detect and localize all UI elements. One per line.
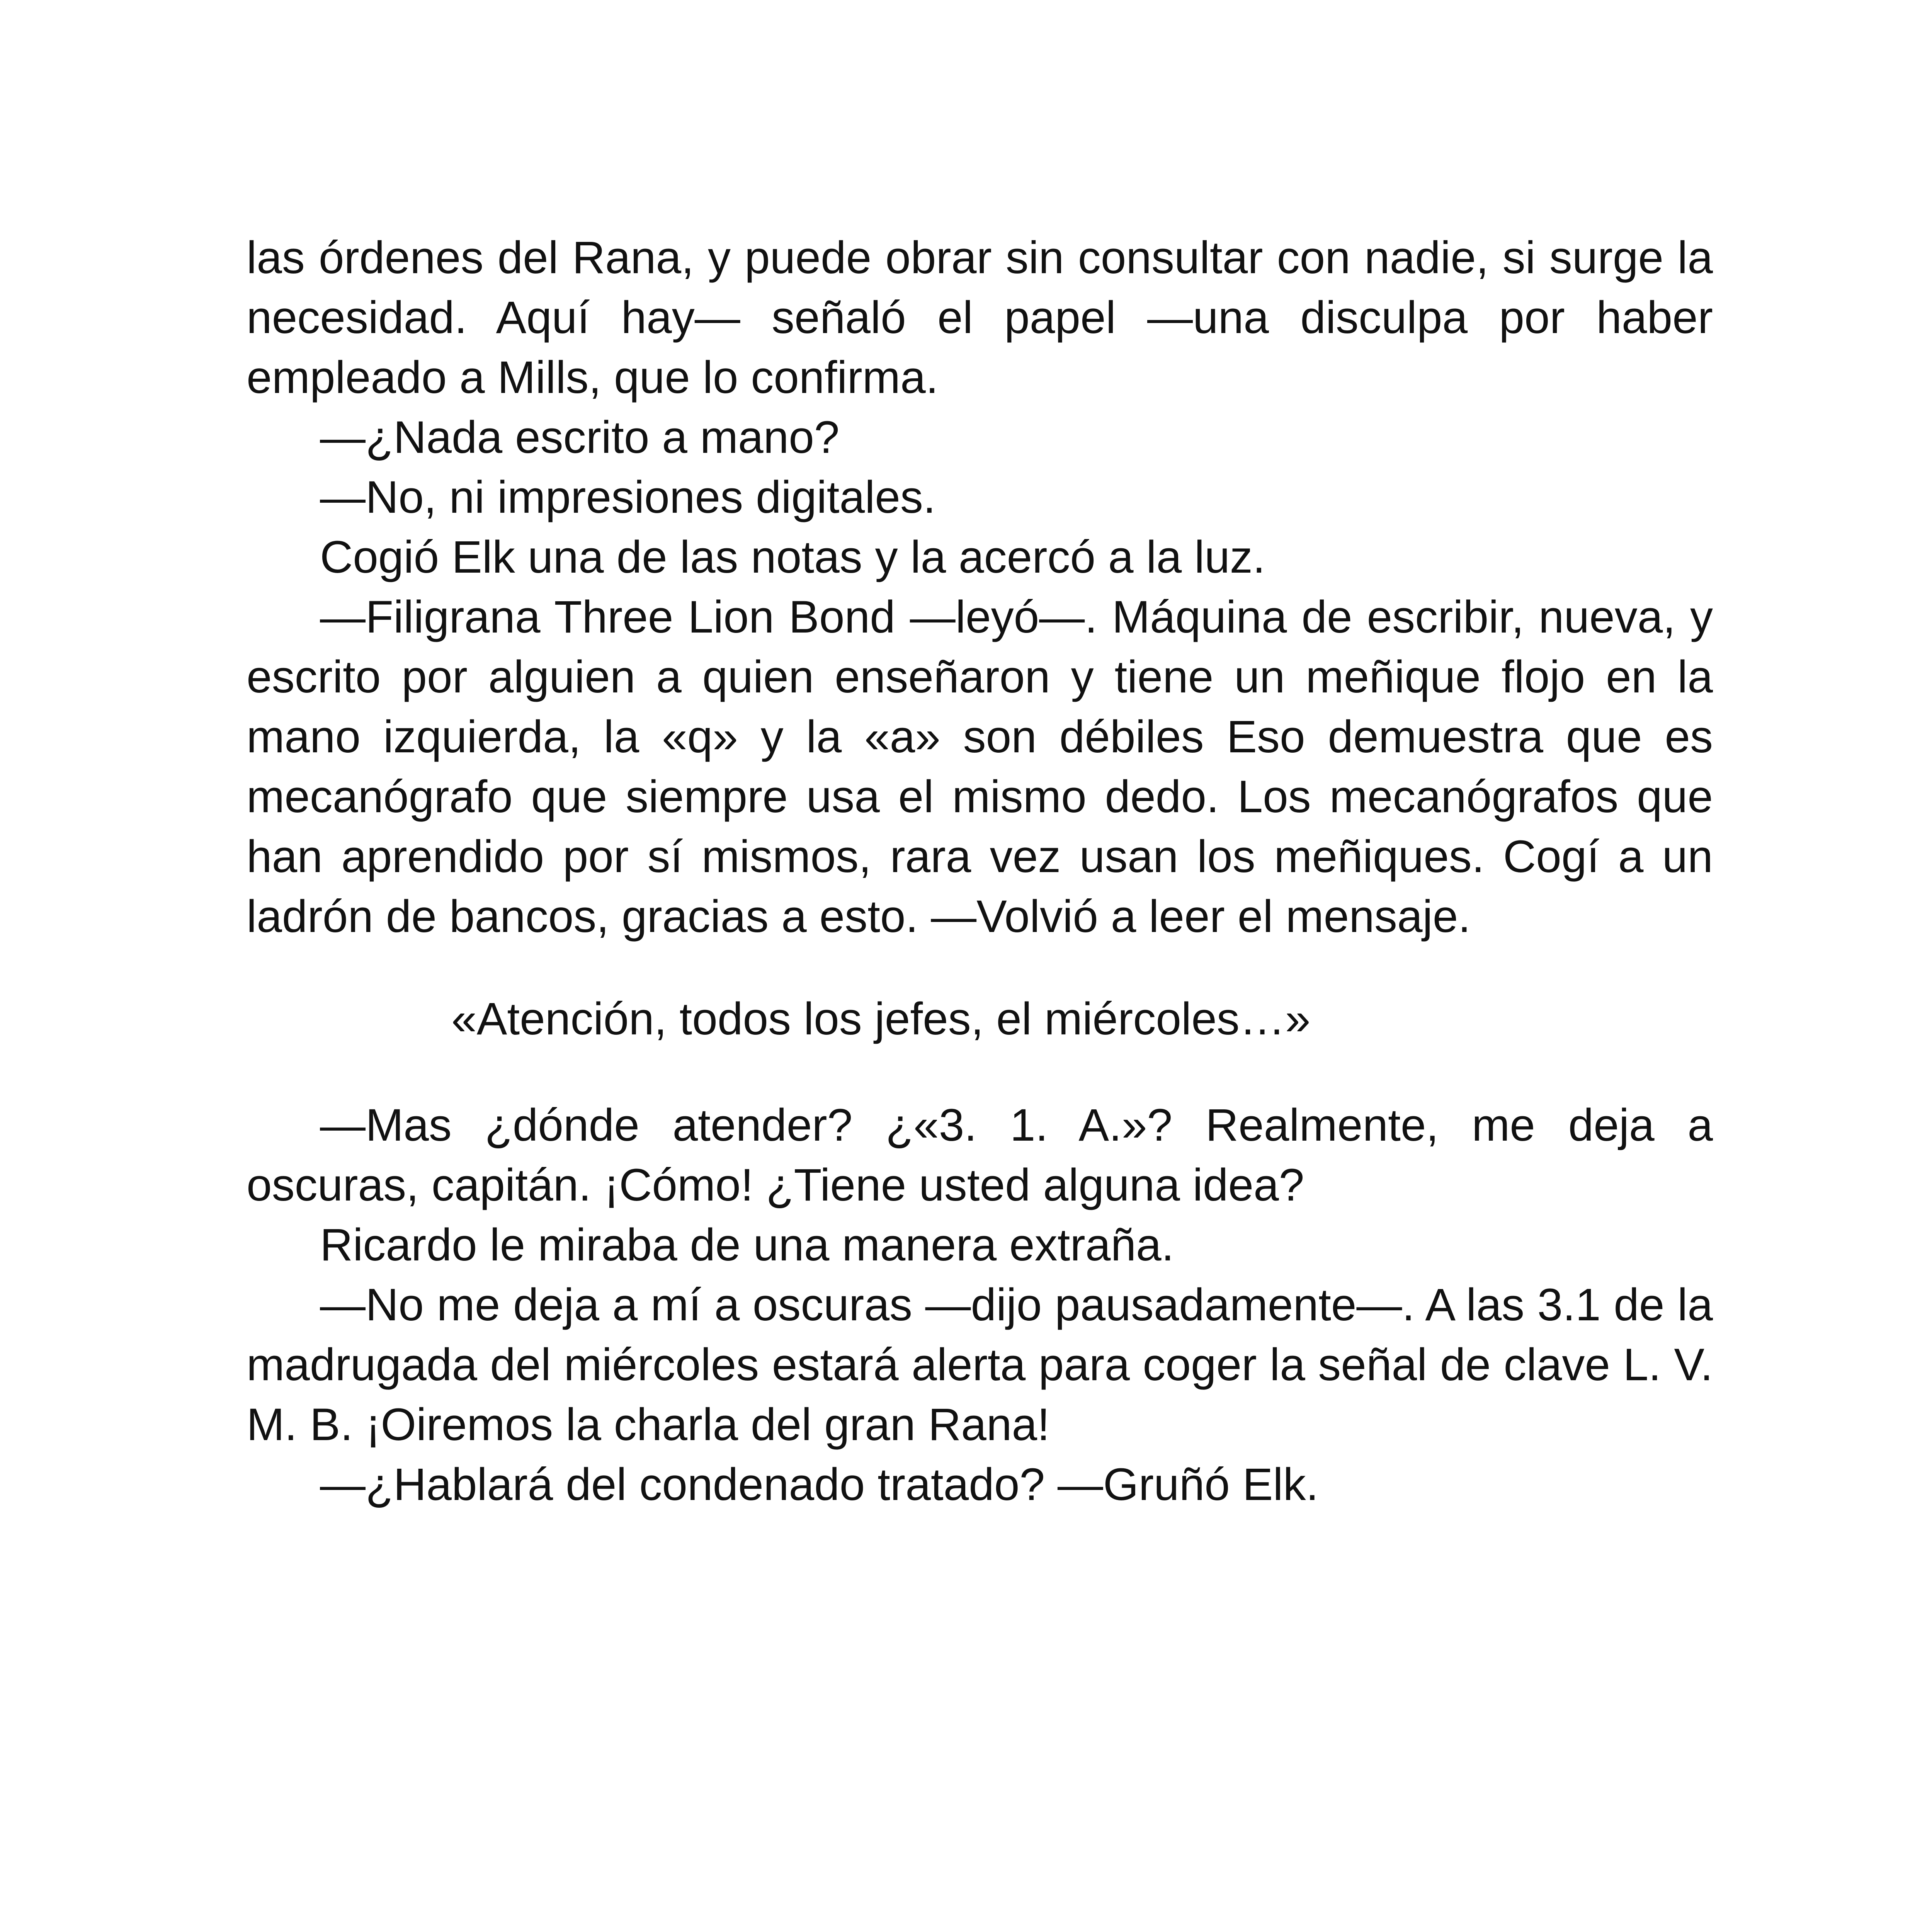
- paragraph-1: las órdenes del Rana, y puede obrar sin consultar con nadie, si surge la necesidad. Aquí hay— señaló el papel —una disculpa por haber empleado a Mills, que lo confirma.: [247, 232, 1713, 403]
- page-body-text: [247, 228, 1713, 1515]
- paragraph-10: —¿Hablará del condenado tratado? —Gruñó Elk.: [320, 1459, 1319, 1510]
- paragraph-3: —No, ni impresiones digitales.: [320, 472, 936, 523]
- paragraph-8: Ricardo le miraba de una manera extraña.: [320, 1219, 1174, 1270]
- paragraph-4: Cogió Elk una de las notas y la acercó a la luz.: [320, 532, 1265, 583]
- quoted-message: «Atención, todos los jefes, el miércoles…»: [451, 993, 1311, 1044]
- paragraph-9: —No me deja a mí a oscuras —dijo pausadamente—. A las 3.1 de la madrugada del miércoles estará alerta para coger la señal de clave L. V. M. B. ¡Oiremos la charla del gran Rana!: [247, 1279, 1713, 1450]
- paragraph-7: —Mas ¿dónde atender? ¿«3. 1. A.»? Realmente, me deja a oscuras, capitán. ¡Cómo! ¿Tiene usted alguna idea?: [247, 1100, 1713, 1211]
- paragraph-5: —Filigrana Three Lion Bond —leyó—. Máquina de escribir, nueva, y escrito por alguien a quien enseñaron y tiene un meñique flojo en la mano izquierda, la «q» y la «a» son débiles Eso demuestra que es mecanógrafo que siempre usa el mismo dedo. Los mecanógrafos que han aprendido por sí mismos, rara vez usan los meñiques. Cogí a un ladrón de bancos, gracias a esto. —Volvió a leer el mensaje.: [247, 592, 1713, 942]
- paragraph-2: —¿Nada escrito a mano?: [320, 412, 840, 463]
